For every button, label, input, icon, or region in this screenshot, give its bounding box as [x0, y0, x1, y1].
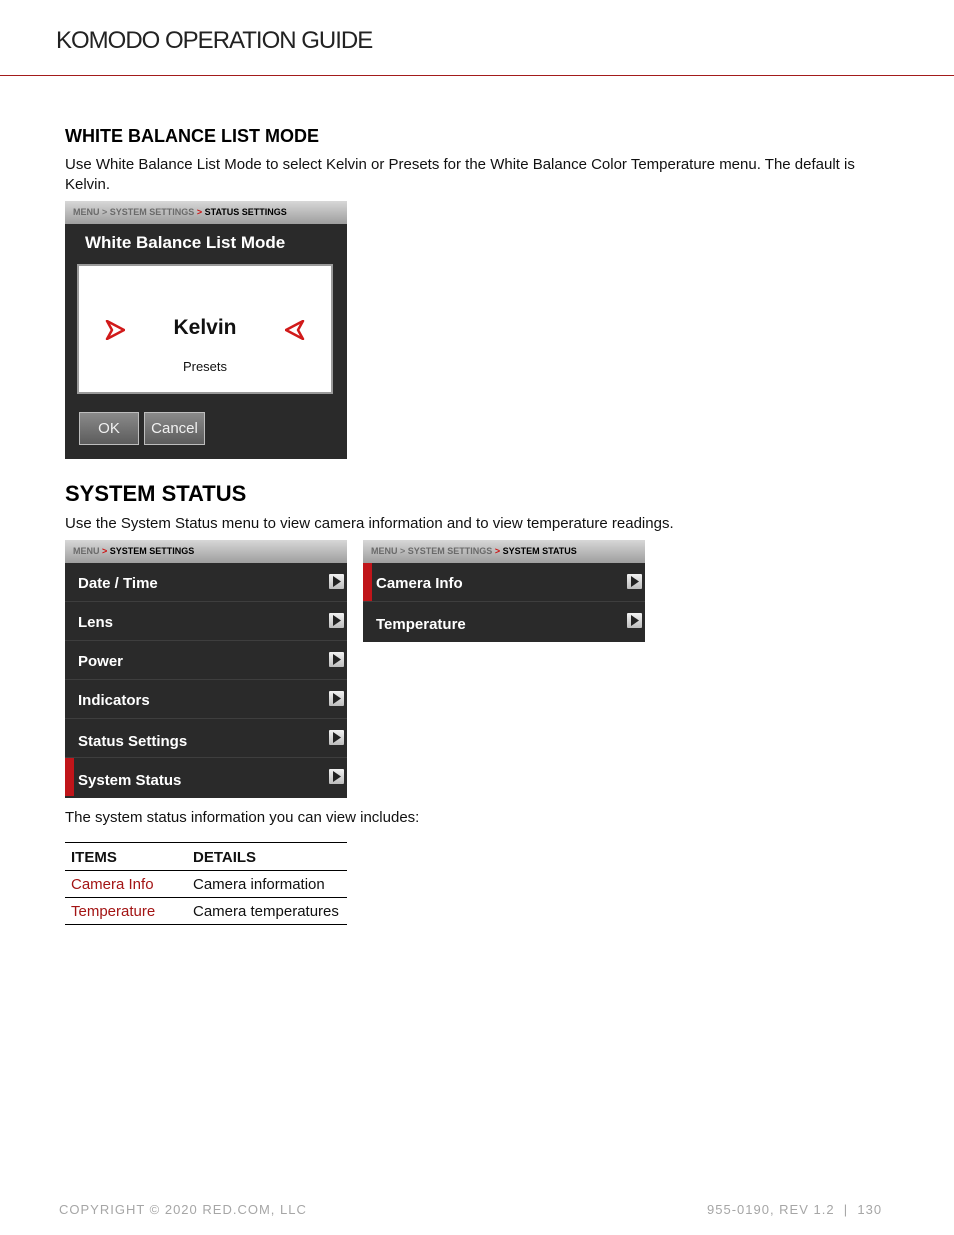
breadcrumb-menu: MENU — [73, 207, 100, 217]
white-balance-dialog-screenshot — [65, 201, 347, 459]
system-status-paragraph: Use the System Status menu to view camera information and to view temperature readings. — [65, 515, 674, 532]
left-pointing-arrow-icon — [285, 320, 305, 340]
menu-item-system-status[interactable] — [65, 758, 347, 796]
details-cell: Camera information — [187, 871, 347, 898]
footer-document-reference: 955-0190, REV 1.2 | 130 — [707, 1202, 883, 1217]
breadcrumb-system-settings: SYSTEM SETTINGS — [407, 546, 493, 556]
menu-item-label: Status Settings — [78, 733, 188, 750]
breadcrumb — [363, 540, 645, 563]
breadcrumb — [65, 201, 347, 224]
menu-item-label: Indicators — [78, 692, 150, 709]
menu-item-power[interactable] — [65, 641, 347, 680]
details-cell: Camera temperatures — [187, 898, 347, 925]
chevron-right-icon — [627, 613, 642, 628]
column-header-details: DETAILS — [187, 843, 347, 871]
menu-item-indicators[interactable] — [65, 680, 347, 719]
chevron-right-icon — [329, 652, 344, 667]
table-row — [65, 871, 347, 898]
option-list-box[interactable] — [77, 264, 333, 394]
breadcrumb-separator: > — [400, 546, 406, 556]
white-balance-paragraph: Use White Balance List Mode to select Kelvin or Presets for the White Balance Color Temperature menu. The default is Kelvin. — [65, 156, 855, 193]
includes-paragraph: The system status information you can view includes: — [65, 809, 420, 826]
breadcrumb-separator: > — [102, 207, 108, 217]
table-header-row — [65, 843, 347, 871]
system-status-menu-screenshot — [363, 540, 645, 642]
dialog-title: White Balance List Mode — [85, 233, 286, 252]
chevron-right-icon — [329, 613, 344, 628]
breadcrumb-current: STATUS SETTINGS — [204, 207, 287, 217]
system-settings-menu-screenshot — [65, 540, 347, 798]
column-header-items: ITEMS — [65, 843, 187, 871]
breadcrumb-menu: MENU — [371, 546, 398, 556]
breadcrumb-separator: > — [102, 546, 108, 556]
table-row — [65, 898, 347, 925]
breadcrumb-current: SYSTEM STATUS — [502, 546, 577, 556]
system-status-table — [65, 842, 347, 925]
breadcrumb-system-settings: SYSTEM SETTINGS — [109, 207, 195, 217]
document-header-title: KOMODO OPERATION GUIDE — [56, 27, 373, 54]
menu-item-label: Power — [78, 653, 124, 670]
chevron-right-icon — [627, 574, 642, 589]
menu-item-label: Lens — [78, 614, 114, 631]
chevron-right-icon — [329, 691, 344, 706]
selected-option-kelvin[interactable]: Kelvin — [173, 316, 237, 339]
section-heading-system-status: SYSTEM STATUS — [65, 481, 247, 506]
menu-item-label: Date / Time — [78, 575, 158, 592]
option-presets[interactable]: Presets — [182, 359, 228, 374]
selection-indicator — [363, 563, 372, 601]
menu-item-temperature[interactable] — [363, 602, 645, 642]
chevron-right-icon — [329, 730, 344, 745]
breadcrumb-separator: > — [196, 207, 203, 217]
breadcrumb — [65, 540, 347, 563]
menu-item-lens[interactable] — [65, 602, 347, 641]
menu-item-status-settings[interactable] — [65, 719, 347, 758]
cancel-button[interactable]: Cancel — [144, 412, 205, 445]
menu-item-date-time[interactable] — [65, 563, 347, 602]
breadcrumb-separator: > — [494, 546, 501, 556]
breadcrumb-current: SYSTEM SETTINGS — [109, 546, 195, 556]
menu-item-label: Camera Info — [376, 575, 463, 592]
item-link-temperature[interactable]: Temperature — [65, 898, 187, 925]
menu-item-label: System Status — [78, 772, 182, 789]
item-link-camera-info[interactable]: Camera Info — [65, 871, 187, 898]
breadcrumb-menu: MENU — [73, 546, 100, 556]
menu-item-camera-info[interactable] — [363, 563, 645, 602]
selection-indicator — [65, 758, 74, 796]
menu-item-label: Temperature — [376, 616, 466, 633]
footer-copyright: COPYRIGHT © 2020 RED.COM, LLC — [59, 1202, 307, 1217]
chevron-right-icon — [329, 769, 344, 784]
section-heading-white-balance: WHITE BALANCE LIST MODE — [65, 126, 319, 146]
ok-button[interactable]: OK — [79, 412, 139, 445]
header-divider — [0, 75, 954, 76]
chevron-right-icon — [329, 574, 344, 589]
